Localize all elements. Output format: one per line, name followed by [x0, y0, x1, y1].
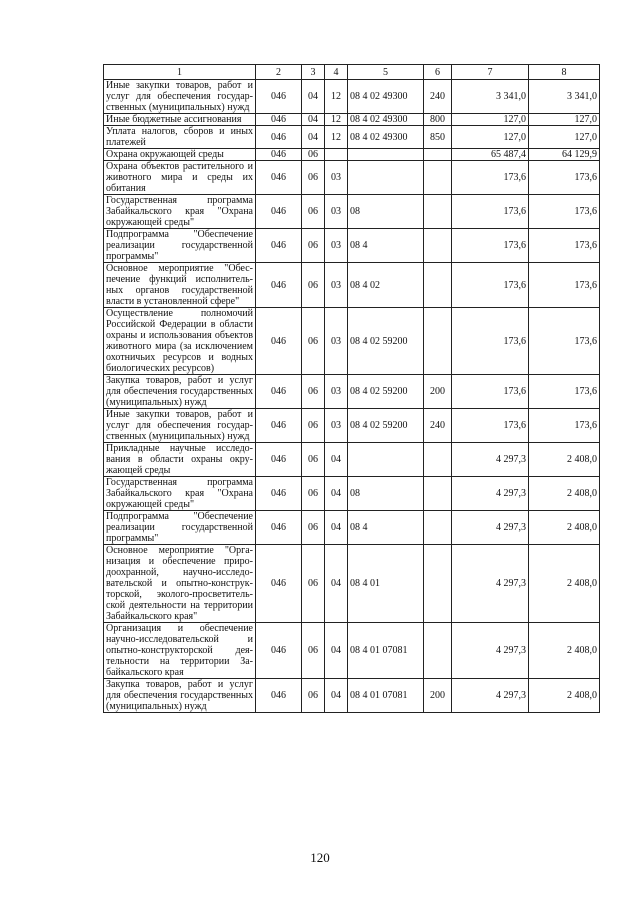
row-gr-cell: 046 — [256, 126, 302, 149]
column-header: 5 — [348, 65, 424, 80]
row-vr-cell: 240 — [424, 409, 452, 443]
row-pr-cell — [325, 149, 348, 161]
column-header: 8 — [529, 65, 600, 80]
table-row — [104, 477, 600, 511]
table-row — [104, 229, 600, 263]
row-value2-cell: 2 408,0 — [529, 623, 600, 679]
row-csr-cell: 08 4 01 07081 — [348, 623, 424, 679]
table-header-row — [104, 65, 600, 80]
row-name-cell: Закупка товаров, работ и услуг для обеспечения государственных (муниципальных) нужд — [104, 679, 256, 713]
row-vr-cell: 200 — [424, 679, 452, 713]
row-gr-cell: 046 — [256, 80, 302, 114]
row-csr-cell: 08 4 — [348, 511, 424, 545]
row-csr-cell: 08 — [348, 195, 424, 229]
row-pr-cell: 03 — [325, 308, 348, 375]
table-row — [104, 375, 600, 409]
page-number: 120 — [310, 850, 330, 865]
row-value2-cell: 2 408,0 — [529, 511, 600, 545]
column-header: 1 — [104, 65, 256, 80]
row-gr-cell: 046 — [256, 545, 302, 623]
column-header: 7 — [452, 65, 529, 80]
row-pr-cell: 04 — [325, 679, 348, 713]
row-vr-cell — [424, 623, 452, 679]
row-value1-cell: 173,6 — [452, 263, 529, 308]
row-value1-cell: 173,6 — [452, 161, 529, 195]
row-rz-cell: 06 — [302, 477, 325, 511]
row-gr-cell: 046 — [256, 229, 302, 263]
row-rz-cell: 06 — [302, 263, 325, 308]
row-rz-cell: 06 — [302, 149, 325, 161]
row-pr-cell: 04 — [325, 545, 348, 623]
row-gr-cell: 046 — [256, 308, 302, 375]
row-value1-cell: 4 297,3 — [452, 511, 529, 545]
row-value2-cell: 127,0 — [529, 126, 600, 149]
row-value1-cell: 65 487,4 — [452, 149, 529, 161]
row-value2-cell: 173,6 — [529, 229, 600, 263]
row-value1-cell: 127,0 — [452, 114, 529, 126]
row-value1-cell: 4 297,3 — [452, 477, 529, 511]
row-value1-cell: 3 341,0 — [452, 80, 529, 114]
table-row — [104, 409, 600, 443]
row-csr-cell: 08 4 02 49300 — [348, 114, 424, 126]
row-rz-cell: 06 — [302, 229, 325, 263]
row-rz-cell: 06 — [302, 545, 325, 623]
row-pr-cell: 04 — [325, 443, 348, 477]
row-rz-cell: 06 — [302, 308, 325, 375]
row-value1-cell: 4 297,3 — [452, 623, 529, 679]
row-gr-cell: 046 — [256, 477, 302, 511]
row-value2-cell: 173,6 — [529, 409, 600, 443]
row-value1-cell: 173,6 — [452, 308, 529, 375]
row-pr-cell: 04 — [325, 477, 348, 511]
column-header: 6 — [424, 65, 452, 80]
row-value1-cell: 4 297,3 — [452, 679, 529, 713]
row-value2-cell: 173,6 — [529, 161, 600, 195]
row-pr-cell: 03 — [325, 375, 348, 409]
row-value2-cell: 173,6 — [529, 308, 600, 375]
row-rz-cell: 06 — [302, 623, 325, 679]
row-name-cell: Уплата налогов, сборов и иных платежей — [104, 126, 256, 149]
row-vr-cell — [424, 263, 452, 308]
row-gr-cell: 046 — [256, 679, 302, 713]
table-row — [104, 161, 600, 195]
row-value2-cell: 2 408,0 — [529, 679, 600, 713]
row-csr-cell: 08 4 01 07081 — [348, 679, 424, 713]
row-gr-cell: 046 — [256, 161, 302, 195]
row-value1-cell: 173,6 — [452, 409, 529, 443]
table-row — [104, 511, 600, 545]
row-value1-cell: 173,6 — [452, 229, 529, 263]
row-value2-cell: 173,6 — [529, 375, 600, 409]
row-csr-cell — [348, 443, 424, 477]
row-value2-cell: 2 408,0 — [529, 545, 600, 623]
row-csr-cell: 08 — [348, 477, 424, 511]
row-vr-cell — [424, 443, 452, 477]
table-row — [104, 80, 600, 114]
row-value2-cell: 173,6 — [529, 195, 600, 229]
row-name-cell: Охрана объектов растительного и животного мира и среды их обитания — [104, 161, 256, 195]
row-gr-cell: 046 — [256, 263, 302, 308]
row-name-cell: Осуществление полномочий Российской Федерации в области охраны и использования объектов животного мира (за исключением охотничьих ресурсов и водных биологических ресурсов) — [104, 308, 256, 375]
row-value1-cell: 4 297,3 — [452, 545, 529, 623]
row-rz-cell: 04 — [302, 114, 325, 126]
row-pr-cell: 03 — [325, 161, 348, 195]
row-vr-cell — [424, 229, 452, 263]
column-header: 3 — [302, 65, 325, 80]
row-vr-cell — [424, 161, 452, 195]
row-name-cell: Прикладные научные исследования в области охраны окружающей среды — [104, 443, 256, 477]
table-row — [104, 545, 600, 623]
row-vr-cell — [424, 149, 452, 161]
table-row — [104, 114, 600, 126]
row-vr-cell — [424, 511, 452, 545]
table-row — [104, 263, 600, 308]
row-value2-cell: 3 341,0 — [529, 80, 600, 114]
row-csr-cell: 08 4 — [348, 229, 424, 263]
table-row — [104, 443, 600, 477]
row-csr-cell: 08 4 02 59200 — [348, 308, 424, 375]
row-vr-cell: 850 — [424, 126, 452, 149]
row-rz-cell: 06 — [302, 409, 325, 443]
row-gr-cell: 046 — [256, 114, 302, 126]
row-rz-cell: 04 — [302, 80, 325, 114]
row-vr-cell — [424, 477, 452, 511]
row-csr-cell: 08 4 02 — [348, 263, 424, 308]
row-gr-cell: 046 — [256, 375, 302, 409]
row-gr-cell: 046 — [256, 623, 302, 679]
row-pr-cell: 12 — [325, 114, 348, 126]
row-gr-cell: 046 — [256, 409, 302, 443]
row-value1-cell: 127,0 — [452, 126, 529, 149]
row-pr-cell: 03 — [325, 229, 348, 263]
budget-table — [103, 64, 600, 713]
row-pr-cell: 04 — [325, 623, 348, 679]
row-vr-cell: 200 — [424, 375, 452, 409]
row-name-cell: Закупка товаров, работ и услуг для обеспечения государственных (муниципальных) нужд — [104, 375, 256, 409]
row-name-cell: Иные закупки товаров, работ и услуг для обеспечения государственных (муниципальных) нужд — [104, 409, 256, 443]
row-name-cell: Охрана окружающей среды — [104, 149, 256, 161]
row-pr-cell: 12 — [325, 126, 348, 149]
row-pr-cell: 03 — [325, 195, 348, 229]
row-csr-cell — [348, 149, 424, 161]
table-body — [104, 80, 600, 713]
row-name-cell: Организация и обеспечение научно-исследовательской и опытно-конструкторской деятельности на территории Забайкальского края — [104, 623, 256, 679]
row-csr-cell: 08 4 02 59200 — [348, 409, 424, 443]
row-csr-cell: 08 4 01 — [348, 545, 424, 623]
table-row — [104, 195, 600, 229]
row-name-cell: Подпрограмма "Обеспечение реализации государственной программы" — [104, 229, 256, 263]
row-value2-cell: 2 408,0 — [529, 477, 600, 511]
row-value2-cell: 173,6 — [529, 263, 600, 308]
row-csr-cell: 08 4 02 59200 — [348, 375, 424, 409]
row-gr-cell: 046 — [256, 149, 302, 161]
row-rz-cell: 06 — [302, 195, 325, 229]
row-name-cell: Подпрограмма "Обеспечение реализации государственной программы" — [104, 511, 256, 545]
table-row — [104, 679, 600, 713]
row-name-cell: Государственная программа Забайкальского края "Охрана окружающей среды" — [104, 195, 256, 229]
table-row — [104, 623, 600, 679]
row-csr-cell: 08 4 02 49300 — [348, 80, 424, 114]
row-csr-cell — [348, 161, 424, 195]
row-value2-cell: 64 129,9 — [529, 149, 600, 161]
row-value1-cell: 4 297,3 — [452, 443, 529, 477]
row-name-cell: Иные бюджетные ассигнования — [104, 114, 256, 126]
row-vr-cell — [424, 195, 452, 229]
row-name-cell: Основное мероприятие "Обеспечение функций исполнительных органов государственной власти в установленной сфере" — [104, 263, 256, 308]
column-header: 2 — [256, 65, 302, 80]
row-name-cell: Государственная программа Забайкальского края "Охрана окружающей среды" — [104, 477, 256, 511]
row-name-cell: Основное мероприятие "Организация и обеспечение природоохранной, научно-исследовательской и опытно-конструкторской, эколого-просветительской деятельности на территории Забайкальского края" — [104, 545, 256, 623]
table-row — [104, 308, 600, 375]
row-rz-cell: 06 — [302, 443, 325, 477]
row-name-cell: Иные закупки товаров, работ и услуг для обеспечения государственных (муниципальных) нужд — [104, 80, 256, 114]
row-gr-cell: 046 — [256, 443, 302, 477]
row-vr-cell: 240 — [424, 80, 452, 114]
row-rz-cell: 04 — [302, 126, 325, 149]
row-gr-cell: 046 — [256, 195, 302, 229]
table-row — [104, 149, 600, 161]
row-pr-cell: 04 — [325, 511, 348, 545]
row-rz-cell: 06 — [302, 161, 325, 195]
row-value1-cell: 173,6 — [452, 195, 529, 229]
row-rz-cell: 06 — [302, 679, 325, 713]
row-pr-cell: 12 — [325, 80, 348, 114]
row-gr-cell: 046 — [256, 511, 302, 545]
column-header: 4 — [325, 65, 348, 80]
row-pr-cell: 03 — [325, 409, 348, 443]
row-vr-cell — [424, 545, 452, 623]
row-csr-cell: 08 4 02 49300 — [348, 126, 424, 149]
row-value1-cell: 173,6 — [452, 375, 529, 409]
row-value2-cell: 127,0 — [529, 114, 600, 126]
table-row — [104, 126, 600, 149]
row-pr-cell: 03 — [325, 263, 348, 308]
row-rz-cell: 06 — [302, 511, 325, 545]
row-rz-cell: 06 — [302, 375, 325, 409]
row-vr-cell — [424, 308, 452, 375]
row-value2-cell: 2 408,0 — [529, 443, 600, 477]
row-vr-cell: 800 — [424, 114, 452, 126]
